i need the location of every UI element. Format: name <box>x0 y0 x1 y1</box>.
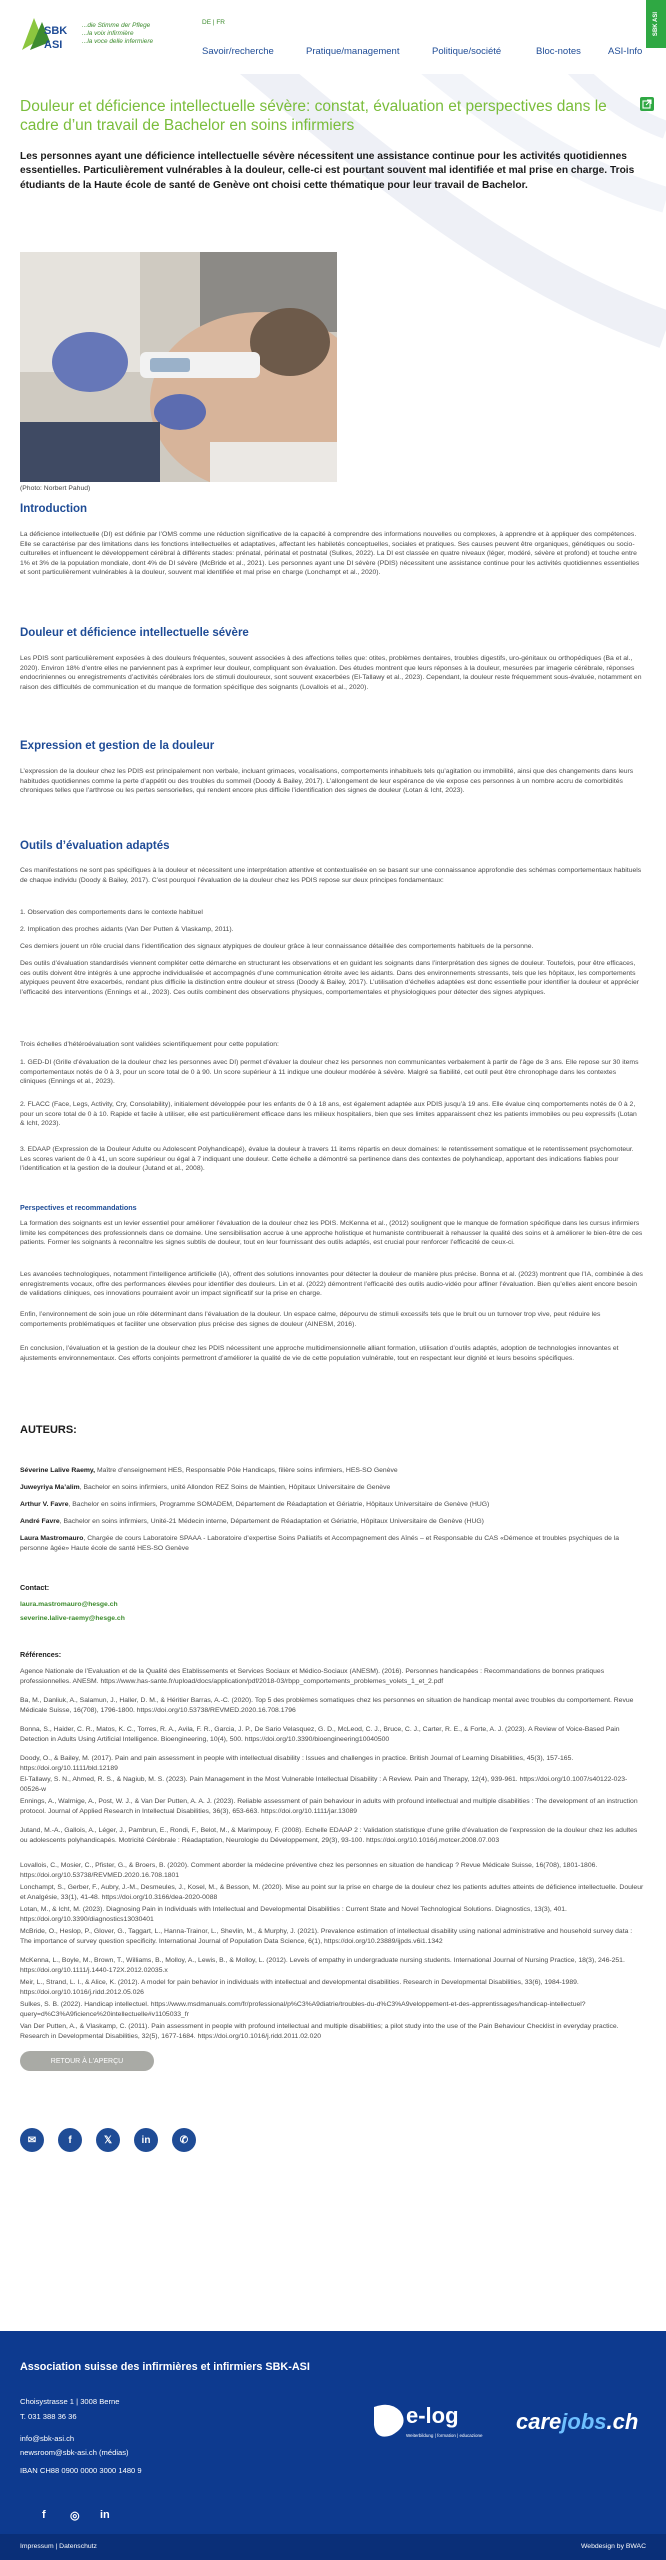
facebook-icon[interactable]: f <box>58 2128 82 2152</box>
text-caregivers: Ces derniers jouent un rôle crucial dans l’identification des signaux atypiques de douleur grâce à leur connaissance détaillée des comportements habituels de la personne. <box>20 943 534 950</box>
photo-illustration <box>20 252 337 482</box>
references-label: Références: <box>20 1650 62 1659</box>
photo-caption: (Photo: Norbert Pahud) <box>20 485 91 492</box>
principle-item: 2. Implication des proches aidants (Van Der Putten & Vlaskamp, 2011). <box>20 926 234 933</box>
footer-phone[interactable]: T. 031 388 36 36 <box>20 2412 77 2421</box>
sbk-side-tab[interactable] <box>646 0 666 48</box>
scale-item-edaap: 3. EDAAP (Expression de la Douleur Adulte ou Adolescent Polyhandicapé), évalue la douleur à travers 11 items répartis en deux domaines: le retentissement somatique et le retentissement psychomoteur. Les scores varient de 0 à 41, un score supérieur ou égal à 7 indiquant une douleur. Cette échelle a démontré sa pertinence dans des contextes de polyhandicap, apportant des indications fiables pour l’identification et la gestion de la douleur (Jutand et al., 2008). <box>20 1146 634 1172</box>
text-expression: L’expression de la douleur chez les PDIS est principalement non verbale, incluant grimaces, vocalisations, comportements inhabituels tels qu’agitation ou immobilité, ainsi que des changements dans leurs habitudes quotidiennes comme la perte d’appétit ou des troubles du sommeil (Doody & Bailey, 2017). L’allongement de leur espérance de vie expose ces personnes à un nombre accru de comorbidités chroniques telles que l’arthrose ou les pertes sensorielles, qui rendent encore plus difficile l’identification des signes de douleur (Lotan & Icht, 2023). <box>20 768 634 794</box>
scale-item-ged-di: 1. GED-DI (Grille d’évaluation de la douleur chez les personnes avec DI) permet d’évaluer la douleur chez les personnes non communicantes verbalement à partir de l’âge de 3 ans. Elle repose sur 30 items comportementaux notés de 0 à 3, pour un score total de 0 à 90. Un score supérieur à 11 indique une douleur modérée à sévère. Malgré sa fiabilité, cet outil peut être chronophage dans les contextes cliniques (Ennings et al., 2023). <box>20 1059 639 1085</box>
author-name: André Favre <box>20 1518 60 1525</box>
author-name: Séverine Lalive Raemy, <box>20 1467 96 1474</box>
author-name: Laura Mastromauro <box>20 1535 84 1542</box>
logo-asi: ASI <box>44 39 63 51</box>
instagram-icon[interactable]: ◎ <box>70 2510 80 2522</box>
tagline-fr: ...la voix infirmière <box>82 30 134 37</box>
heading-perspectives: Perspectives et recommandations <box>20 1203 137 1212</box>
logo-sbk: SBK <box>44 25 68 37</box>
reference-item: Lovallois, C., Mosier, C., Pfister, G., & Broers, B. (2020). Comment aborder la médecine préventive chez les personnes en situation de handicap ? Revue Médicale Suisse, 16(708), 1801-1806. https://doi.org/10.53738/REVMED.2020.16.708.1801 <box>20 1862 598 1879</box>
nav-asi-info[interactable]: ASI-Info <box>608 46 643 57</box>
footer-bottom-bar <box>0 2534 666 2560</box>
contact-email-link[interactable]: severine.lalive-raemy@hesge.ch <box>20 1615 125 1622</box>
reference-item: El-Tallawy, S. N., Ahmed, R. S., & Nagiub, M. S. (2023). Pain Management in the Most Vulnerable Intellectual Disability : A Review. Pain and Therapy, 12(4), 939-961. https://doi.org/10.1007/s40122-023-00526-w <box>20 1776 628 1793</box>
reference-item: Meir, L., Strand, L. I., & Alice, K. (2012). A model for pain behavior in individuals with intellectual and developmental disabilities. Research in Developmental Disabilities, 33(6), 1984-1989. https://doi.org/10.1016/j.ridd.2012.05.026 <box>20 1979 579 1996</box>
sbk-asi-logo[interactable] <box>20 14 72 54</box>
scale-item-flacc: 2. FLACC (Face, Legs, Activity, Cry, Consolability), initialement développée pour les enfants de 0 à 18 ans, est également adaptée aux PDIS jusqu’à 19 ans. Elle évalue cinq comportements notés de 0 à 2, pour un score total de 0 à 10. Rapide et facile à utiliser, elle est particulièrement efficace dans les milieux hospitaliers, bien que ses limites apparaissent chez les patients immobiles ou peu expressifs (Lotan & Icht, 2023). <box>20 1101 637 1127</box>
facebook-icon[interactable]: f <box>42 2509 46 2521</box>
author-role: , Bachelor en soins infirmiers, unité Allondon REZ Soins de Maintien, Hôpitaux Universitaire de Genève <box>79 1484 391 1491</box>
authors-heading: AUTEURS: <box>20 1424 77 1436</box>
author-item <box>20 1483 640 1493</box>
scales-intro: Trois échelles d’hétéroévaluation sont validées scientifiquement pour cette population: <box>20 1041 279 1048</box>
reference-item: Lonchampt, S., Gerber, F., Aubry, J.-M., Desmeules, J., Kosel, M., & Besson, M. (2020). Mise au point sur la prise en charge de la douleur chez les patients adultes atteints de déficience intellectuelle. Douleur et Analgésie, 33(1), 41-48. https://doi.org/10.3166/dea-2020-0088 <box>20 1884 644 1901</box>
site-header <box>0 0 666 74</box>
reference-item: Agence Nationale de l’Evaluation et de la Qualité des Etablissements et Services Sociaux et Médico-Sociaux (ANESM). (2016). Personnes handicapées : Recommandations de bonnes pratiques professionnelles. ANESM. https://www.has-sante.fr/upload/docs/application/pdf/2018-03/rbpp_comportements_problemes_volets_1_et_2.pdf <box>20 1668 605 1685</box>
reference-item: Lotan, M., & Icht, M. (2023). Diagnosing Pain in Individuals with Intellectual and Developmental Disabilities : Current State and Novel Technological Solutions. Diagnostics, 13(3), 401. https://doi.org/10.3390/diagnostics13030401 <box>20 1906 567 1923</box>
back-to-overview-button[interactable]: RETOUR À L'APERÇU <box>20 2051 154 2071</box>
text-outils: Ces manifestations ne sont pas spécifiques à la douleur et nécessitent une interprétation attentive et contextualisée en se basant sur une connaissance approfondie des schémas comportementaux habituels de chaque individu (Doody & Bailey, 2017). C’est pourquoi l’évaluation de la douleur chez les PDIS repose sur deux principes fondamentaux: <box>20 867 642 884</box>
article-lead: Les personnes ayant une déficience intellectuelle sévère nécessitent une assistance continue pour les activités quotidiennes essentielles. Particulièrement vulnérables à la douleur, celle-ci est pourtant souvent mal identifiée et mal prise en charge. Trois étudiants de la Haute école de santé de Genève ont choisi cette thématique pour leur travail de Bachelor. <box>20 151 635 191</box>
footer-title: Association suisse des infirmières et infirmiers SBK-ASI <box>20 2361 310 2373</box>
author-name: Arthur V. Favre <box>20 1501 69 1508</box>
webdesign-credit[interactable]: Webdesign by BWAC <box>581 2543 646 2550</box>
footer-iban: IBAN CH88 0900 0000 3000 1480 9 <box>20 2466 142 2475</box>
whatsapp-icon[interactable]: ✆ <box>172 2128 196 2152</box>
x-icon[interactable]: 𝕏 <box>96 2128 120 2152</box>
carejobs-text-jobs: jobs <box>561 2409 607 2434</box>
e-log-text: e-log <box>406 2403 459 2428</box>
article-photo <box>20 252 337 482</box>
reference-item: McBride, O., Heslop, P., Glover, G., Taggart, L., Hanna-Trainor, L., Shevlin, M., & Murphy, J. (2021). Prevalence estimation of intellectual disability using national administrative and household survey data : The importance of survey question specificity. International Journal of Population Data Science, 6(1), https://doi.org/10.23889/ijpds.v6i1.1342 <box>20 1928 633 1945</box>
author-item <box>20 1500 640 1510</box>
impressum-links[interactable]: Impressum | Datenschutz <box>20 2543 97 2550</box>
logo-tagline <box>82 22 153 46</box>
footer-email[interactable]: info@sbk-asi.ch <box>20 2434 75 2443</box>
language-switcher[interactable]: DE | FR <box>202 19 225 26</box>
reference-item: Ba, M., Danliuk, A., Salamun, J., Haller, D. M., & Héritier Barras, A.-C. (2020). Top 5 des problèmes somatiques chez les personnes en situation de handicap mental avec troubles du comportement. Revue Médicale Suisse, 16(708), 1796-1800. https://doi.org/10.53738/REVMED.2020.16.708.1796 <box>20 1697 634 1714</box>
email-icon[interactable]: ✉ <box>20 2128 44 2152</box>
heading-introduction: Introduction <box>20 503 88 515</box>
text-conclusion: En conclusion, l’évaluation et la gestion de la douleur chez les PDIS nécessitent une approche multidimensionnelle alliant formation, utilisation d’outils adaptés, adoption de technologies innovantes et ajustements environnementaux. Ces efforts conjoints permettront d’améliorer la qualité de vie de cette population vulnérable, tout en respectant leur dignité et leurs besoins spécifiques. <box>20 1345 619 1362</box>
reference-item: Bonna, S., Haider, C. R., Matos, K. C., Torres, R. A., Avila, F. R., Garcia, J. P., De Sario Velasquez, G. D., McLeod, C. J., Bruce, C. J., Carter, R. E., & Forte, A. J. (2023). A Review of Voice-Based Pain Detection in Adults Using Artificial Intelligence. Bioengineering, 10(4), 500. https://doi.org/10.3390/bioengineering10040500 <box>20 1726 620 1743</box>
carejobs-text-ch: .ch <box>606 2409 639 2434</box>
reference-item: Ennings, A., Walrnige, A., Post, W. J., & Van Der Putten, A. A. J. (2023). Reliable assessment of pain behaviour in adults with profound intellectual and multiple disabilities : The development of an instruction protocol. Journal of Applied Research in Intellectual Disabilities, 36(3), 653-663. https://doi.org/10.1111/jar.13089 <box>20 1798 638 1815</box>
author-item <box>20 1466 640 1476</box>
heading-outils: Outils d’évaluation adaptés <box>20 840 170 852</box>
reference-item: Van Der Putten, A., & Vlaskamp, C. (2011). Pain assessment in people with profound intellectual and multiple disabilities; a pilot study into the use of the Pain Behaviour Checklist in everyday practice. Research in Developmental Disabilities, 32(5), 1677-1684. https://doi.org/10.1016/j.ridd.2011.02.020 <box>20 2023 619 2040</box>
author-role: Maître d’enseignement HES, Responsable Pôle Handicaps, filière soins infirmiers, HES-SO Genève <box>95 1467 398 1474</box>
reference-item: Doody, O., & Bailey, M. (2017). Pain and pain assessment in people with intellectual disability : Issues and challenges in practice. British Journal of Learning Disabilities, 45(3), 157-165. https://doi.org/10.1111/bld.12189 <box>20 1755 574 1772</box>
author-item <box>20 1517 640 1527</box>
author-item <box>20 1534 640 1553</box>
principle-item: 1. Observation des comportements dans le contexte habituel <box>20 909 203 916</box>
share-icon[interactable] <box>640 97 654 111</box>
heading-douleur-di: Douleur et déficience intellectuelle sévère <box>20 627 249 639</box>
author-role: , Chargée de cours Laboratoire SPAAA - Laboratoire d’expertise Soins Palliatifs et Accompagnement des Aînés – et Responsable du CAS «Démence et troubles psychiques de la personne âgée» Haute école de santé HES-SO Genève <box>20 1535 620 1552</box>
e-log-subtext: Weiterbildung | formation | educazione <box>406 2433 483 2438</box>
nav-savoir-recherche[interactable]: Savoir/recherche <box>202 46 274 57</box>
external-link-icon <box>640 97 654 111</box>
text-douleur-di: Les PDIS sont particulièrement exposées à des douleurs fréquentes, souvent associées à des affections telles que: otites, problèmes dentaires, troubles digestifs, uro-génitaux ou orthopédiques (Ba et al., 2020). Environ 18% d’entre elles ne parviennent pas à exprimer leur douleur, compliquant son évaluation. Des études montrent que leurs réponses à la douleur, mesurées par imagerie cérébrale, réponses endocriniennes ou enregistrements d’activités cérébrales lors de stimuli douloureux, sont souvent exacerbées (El-Tallawy et al., 2023). Cependant, la douleur reste fréquemment sous-évaluée, notamment en raison des difficultés de communication et du manque de formation spécifique des soignants (Lovallois et al., 2020). <box>20 655 642 691</box>
author-role: , Bachelor en soins infirmiers, Unité-21 Médecin interne, Département de Réadaptation et Gériatrie, Hôpitaux Universitaire de Genève (HUG) <box>59 1518 484 1525</box>
footer-email-media[interactable]: newsroom@sbk-asi.ch (médias) <box>20 2448 129 2457</box>
contact-email-link[interactable]: laura.mastromauro@hesge.ch <box>20 1601 118 1608</box>
linkedin-icon[interactable]: in <box>100 2509 110 2521</box>
tagline-it: ...la voce delle infermiere <box>82 38 154 45</box>
text-perspectives-formation: La formation des soignants est un levier essentiel pour améliorer l’évaluation de la douleur chez les PDIS. McKenna et al., (2012) soulignent que le manque de formation spécifique dans les cursus infirmiers limite les compétences des professionnels dans ce domaine. Une sensibilisation accrue à une approche holistique et humaniste contribuerait à rehausser la qualité des soins et à améliorer le bien-être de ces patients. Former les soignants à reconnaître les signes subtils de douleur, tout en leur fournissant des outils adaptés, est crucial pour renforcer l’efficacité de ceux-ci. <box>20 1220 643 1246</box>
text-tools: Des outils d’évaluation standardisés viennent compléter cette démarche en structurant les observations et en guidant les soignants dans l’interprétation des signes de douleur. Toutefois, pour être efficaces, ces outils doivent être intégrés à une approche individualisée et accompagnés d’une communication étroite avec les aidants. Dans des environnements stressants, tels que les hôpitaux, les comportements atypiques peuvent être exacerbés, rendant plus difficile la distinction entre douleur et stress (Doody & Bailey, 2017). L’utilisation d’échelles adaptées est donc essentielle pour identifier la douleur et apprécier l’efficacité des interventions (Ennings et al., 2023). Ces outils combinent des observations physiques, comportementales et physiologiques pour détecter des signes atypiques. <box>20 960 640 996</box>
text-perspectives-environnement: Enfin, l’environnement de soin joue un rôle déterminant dans l’évaluation de la douleur. Un espace calme, dépourvu de stimuli excessifs tels que le bruit ou un turnover trop vive, peut réduire les comportements problématiques et faciliter une observation plus précise des signes de douleur (AINESM, 2016). <box>20 1311 601 1328</box>
author-role: , Bachelor en soins infirmiers, Programme SOMADEM, Département de Réadaptation et Gériatrie, Hôpitaux Universitaire de Genève (HUG) <box>68 1501 490 1508</box>
reference-item: McKenna, L., Boyle, M., Brown, T., Williams, B., Molloy, A., Lewis, B., & Molloy, L. (2012). Levels of empathy in undergraduate nursing students. International Journal of Nursing Practice, 18(3), 246-251. https://doi.org/10.1111/j.1440-172X.2012.02035.x <box>20 1957 625 1974</box>
e-log-logo[interactable] <box>370 2401 488 2445</box>
footer-address: Choisystrasse 1 | 3008 Berne <box>20 2397 120 2406</box>
side-tab-label: SBK ASI <box>653 11 659 37</box>
author-name: Juweyriya Ma’alim <box>20 1484 80 1491</box>
nav-politique-societe[interactable]: Politique/société <box>432 46 502 57</box>
nav-pratique-management[interactable]: Pratique/management <box>306 46 400 57</box>
article-title: Douleur et déficience intellectuelle sévère: constat, évaluation et perspectives dans le cadre d’un travail de Bachelor en soins infirmiers <box>20 98 607 134</box>
contact-label: Contact: <box>20 1583 50 1592</box>
linkedin-icon[interactable]: in <box>134 2128 158 2152</box>
nav-bloc-notes[interactable]: Bloc-notes <box>536 46 581 57</box>
reference-item: Jutand, M.-A., Gallois, A., Léger, J., Pambrun, E., Rondi, F., Belot, M., & Marimpouy, F. (2008). Echelle EDAAP 2 : Validation statistique d’une grille d’évaluation de l’expression de la douleur chez les adultes ou adolescents polyhandicapés. Motricité Cérébrale : Réadaptation, Neurologie du Développement, 29(3), 93-100. https://doi.org/10.1016/j.motcer.2008.07.003 <box>20 1827 638 1844</box>
site-footer <box>0 2331 666 2534</box>
tagline-de: ...die Stimme der Pflege <box>82 22 151 29</box>
heading-expression: Expression et gestion de la douleur <box>20 740 215 752</box>
reference-item: Sulkes, S. B. (2022). Handicap intellectuel. https://www.msdmanuals.com/fr/professional/p%C3%A9diatrie/troubles-du-d%C3%A9veloppement-et-des-apprentissages/handicap-intellectuel?query=d%C3%A9ficience%20intellectuelle#v1105033_fr <box>20 2001 586 2018</box>
carejobs-logo[interactable] <box>516 2409 638 2435</box>
text-introduction: La déficience intellectuelle (DI) est définie par l’OMS comme une réduction significative de la capacité à comprendre des informations nouvelles ou complexes, à apprendre et à appliquer des compétences. Elle se caractérise par des limitations dans les fonctions intellectuelles et adaptatives, affectant les habiletés conceptuelles, sociales et pratiques. Ses causes peuvent être organiques, génétiques ou socio-culturelles et influencent le développement cérébral à différents stades: prénatal, périnatal et postnatal (Sulkes, 2022). La DI est classée en quatre niveaux (léger, modéré, sévère et profond) et touche entre 1% et 3% de la population mondiale, dont 4% de DI sévère (McBride et al., 2021). Les personnes ayant une DI sévère (PDIS) nécessitent une assistance continue pour les activités quotidiennes essentielles et sont particulièrement vulnérables à la douleur, souvent mal identifiée et mal prise en charge (Lonchampt et al., 2020). <box>20 531 640 576</box>
carejobs-text-care: care <box>516 2409 562 2434</box>
text-perspectives-ia: Les avancées technologiques, notamment l’intelligence artificielle (IA), offrent des solutions innovantes pour détecter la douleur de manière plus précise. Bonna et al. (2023) montrent que l’IA, combinée à des enregistrements vocaux, offre des performances élevées pour identifier des douleurs. Lin et al. (2022) démontrent l’efficacité des outils audio-vidéo pour affiner l’évaluation. Bien qu’elles aient encore besoin de validations cliniques, ces innovations pourraient avoir un impact significatif sur la prise en charge. <box>20 1271 643 1297</box>
